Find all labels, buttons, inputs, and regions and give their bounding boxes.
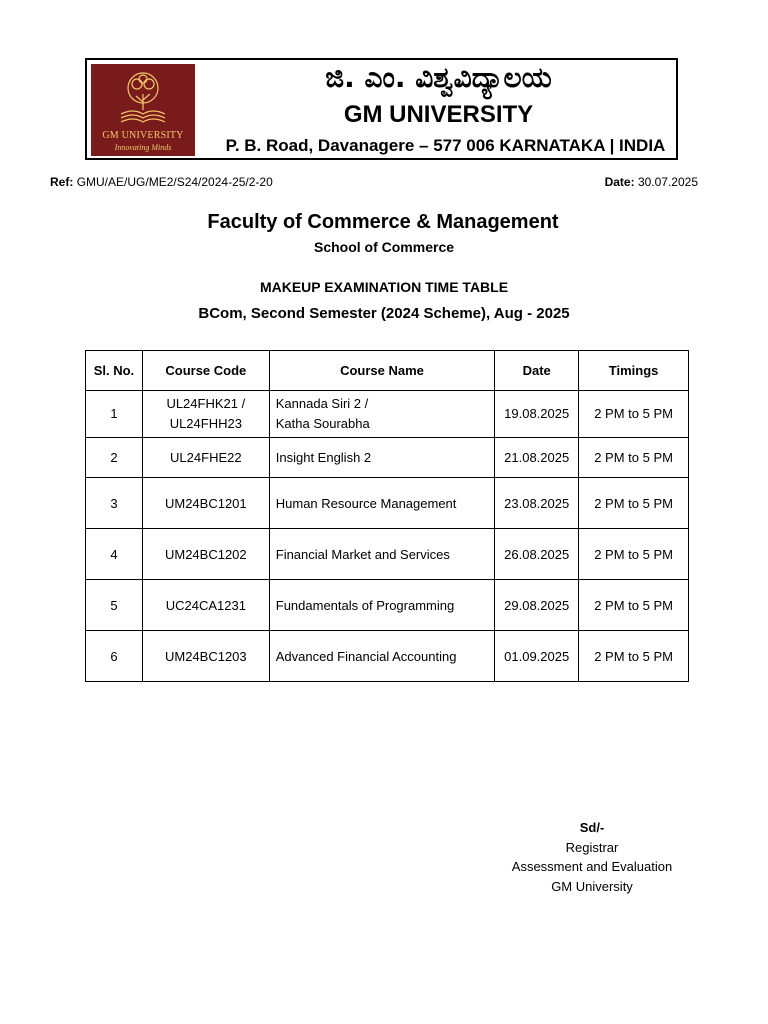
sl-no-cell: 1	[86, 391, 143, 438]
timing-cell: 2 PM to 5 PM	[579, 391, 689, 438]
table-row	[86, 580, 689, 631]
exam-subtitle: BCom, Second Semester (2024 Scheme), Aug - 2025	[198, 305, 570, 322]
sl-no-cell: 4	[86, 529, 143, 580]
course-name-cell: Insight English 2	[269, 438, 494, 478]
table-row	[86, 478, 689, 529]
course-name-cell: Fundamentals of Programming	[269, 580, 494, 631]
timing-cell: 2 PM to 5 PM	[579, 438, 689, 478]
table-row	[86, 631, 689, 682]
header-course-name: Course Name	[269, 351, 494, 391]
signatory-department: Assessment and Evaluation	[511, 859, 673, 874]
letterhead	[85, 58, 678, 160]
course-code-cell: UL24FHE22	[142, 438, 269, 478]
signatory-title: Registrar	[565, 839, 619, 855]
course-name-cell: Financial Market and Services	[269, 529, 494, 580]
sl-no-cell: 3	[86, 478, 143, 529]
table-row	[86, 391, 689, 438]
course-code-cell: UM24BC1201	[142, 478, 269, 529]
timing-cell: 2 PM to 5 PM	[579, 478, 689, 529]
exam-date-cell: 23.08.2025	[495, 478, 579, 529]
logo-tagline: Innovating Minds	[114, 143, 172, 152]
course-code-cell: UM24BC1203	[142, 631, 269, 682]
signatory-institution: GM University	[551, 878, 633, 894]
course-code-cell: UC24CA1231	[142, 580, 269, 631]
header-timings: Timings	[579, 351, 689, 391]
logo-university-name: GM UNIVERSITY	[102, 130, 184, 141]
course-name-cell: Human Resource Management	[269, 478, 494, 529]
university-name-kannada: ಜಿ. ಎಂ. ವಿಶ್ವವಿದ್ಯಾಲಯ	[325, 61, 552, 94]
course-name-cell: Advanced Financial Accounting	[269, 631, 494, 682]
table-row	[86, 529, 689, 580]
ref-value: GMU/AE/UG/ME2/S24/2024-25/2-20	[76, 175, 273, 189]
university-logo	[91, 64, 195, 156]
header-course-code: Course Code	[142, 351, 269, 391]
course-code-cell: UM24BC1202	[142, 529, 269, 580]
sl-no-cell: 6	[86, 631, 143, 682]
header-date: Date	[495, 351, 579, 391]
issue-date	[605, 175, 698, 189]
date-value: 30.07.2025	[637, 175, 698, 189]
school-title: School of Commerce	[313, 239, 455, 255]
exam-date-cell: 29.08.2025	[495, 580, 579, 631]
course-code-line: UL24FHH23	[169, 416, 242, 431]
exam-date-cell: 26.08.2025	[495, 529, 579, 580]
table-header-row	[86, 351, 689, 391]
exam-title: MAKEUP EXAMINATION TIME TABLE	[259, 279, 509, 295]
header-sl-no: Sl. No.	[86, 351, 143, 391]
course-name-cell	[269, 391, 494, 438]
sl-no-cell: 5	[86, 580, 143, 631]
date-label: Date:	[604, 175, 635, 189]
sl-no-cell: 2	[86, 438, 143, 478]
reference-number	[50, 175, 273, 189]
timing-cell: 2 PM to 5 PM	[579, 631, 689, 682]
exam-timetable	[85, 350, 689, 682]
table-row	[86, 438, 689, 478]
exam-date-cell: 21.08.2025	[495, 438, 579, 478]
exam-date-cell: 19.08.2025	[495, 391, 579, 438]
signature-block	[496, 818, 688, 896]
timing-cell: 2 PM to 5 PM	[579, 529, 689, 580]
university-name: GM UNIVERSITY	[343, 101, 534, 128]
course-name-line: Katha Sourabha	[275, 416, 370, 431]
ref-label: Ref:	[50, 175, 74, 189]
course-code-cell	[142, 391, 269, 438]
signature-sd: Sd/-	[579, 820, 605, 835]
course-name-line: Kannada Siri 2 /	[275, 396, 369, 411]
timing-cell: 2 PM to 5 PM	[579, 580, 689, 631]
faculty-title: Faculty of Commerce & Management	[207, 211, 559, 233]
course-code-line: UL24FHK21 /	[166, 396, 246, 411]
university-address: P. B. Road, Davanagere – 577 006 KARNATAKA | INDIA	[225, 136, 666, 155]
exam-date-cell: 01.09.2025	[495, 631, 579, 682]
